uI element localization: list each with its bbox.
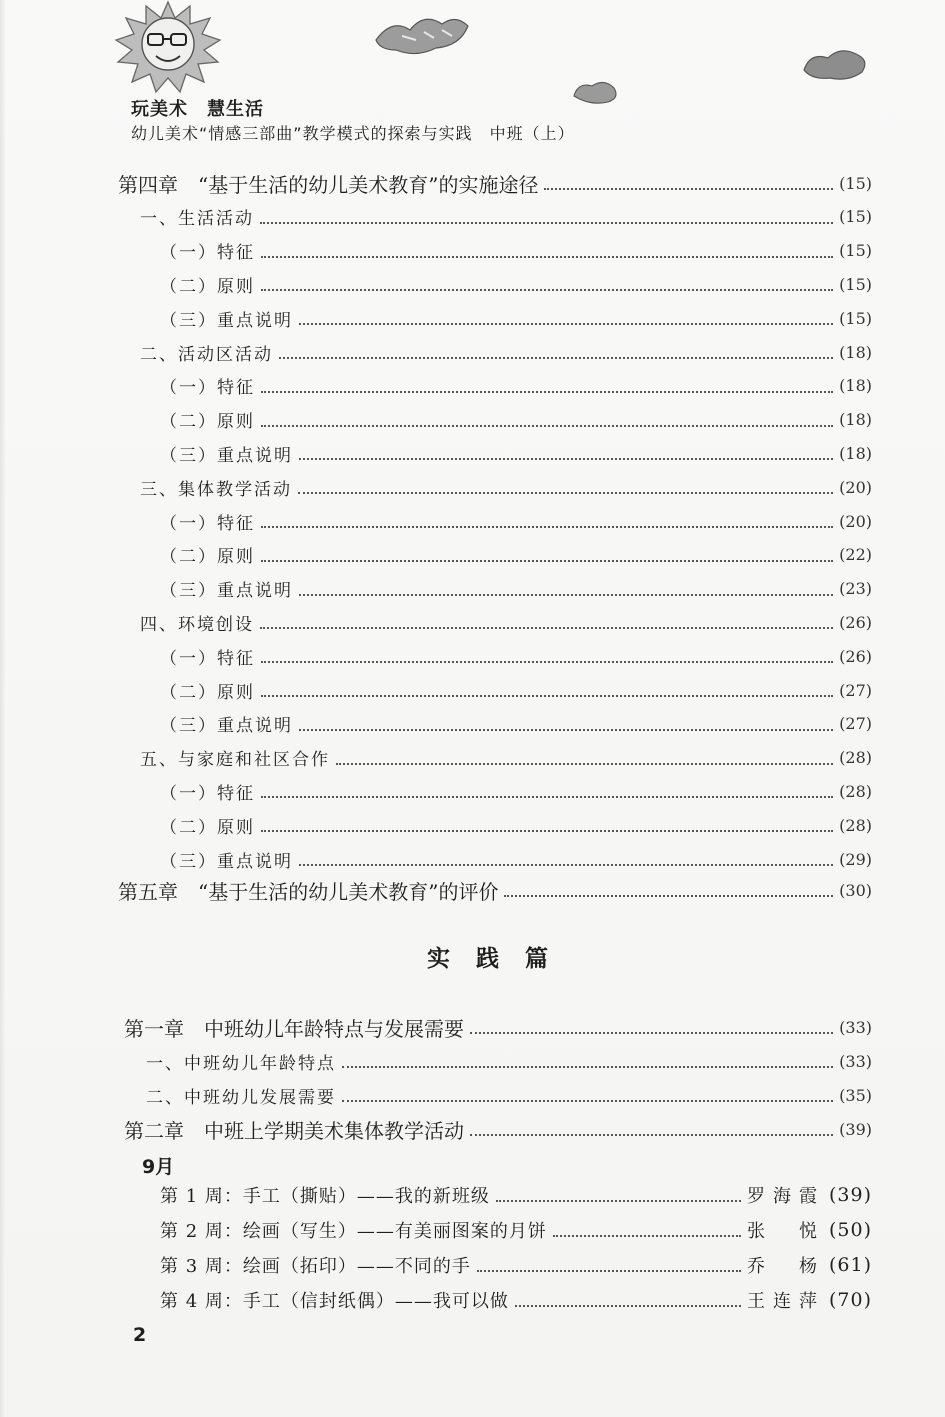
toc-entry-page: (20): [839, 511, 872, 531]
toc-entry-sub: [160, 641, 872, 671]
dot-leader: [342, 1048, 833, 1068]
dot-leader: [299, 576, 833, 596]
page-number: 2: [133, 1324, 147, 1346]
toc-entry-week: [160, 1215, 872, 1245]
toc-entry-chapter: [118, 168, 872, 198]
toc-entry-title: 二、中班幼儿发展需要: [146, 1087, 336, 1108]
dot-leader: [544, 170, 833, 190]
toc-entry-page: (70): [828, 1289, 872, 1311]
toc-entry-page: (30): [839, 880, 872, 900]
toc-entry-page: (15): [839, 274, 872, 294]
dot-leader: [261, 238, 833, 258]
dot-leader: [261, 407, 833, 427]
toc-entry-title: 第 4 周：手工（信封纸偶）——我可以做: [160, 1291, 509, 1312]
toc-entry-sub: [160, 506, 872, 536]
toc-entry-page: (18): [839, 342, 872, 362]
toc-entry-page: (15): [839, 173, 872, 193]
dot-leader: [470, 1014, 833, 1034]
toc-entry-page: (50): [828, 1219, 872, 1241]
toc-entry-page: (28): [839, 748, 872, 768]
dot-leader: [477, 1252, 741, 1272]
toc-entry-section: [140, 607, 872, 637]
dot-leader: [515, 1287, 741, 1307]
dot-leader: [279, 339, 833, 359]
toc-entry-title: （三）重点说明: [160, 581, 293, 602]
toc-entry-author: 乔 杨: [746, 1256, 825, 1277]
toc-entry-sub: [160, 675, 872, 705]
toc-entry-title: 第 1 周：手工（撕贴）——我的新班级: [160, 1186, 490, 1207]
toc-entry-sub: [160, 776, 872, 806]
dot-leader: [261, 542, 833, 562]
small-cloud-doodle-icon: [570, 78, 620, 106]
toc-entry-chapter: [124, 1012, 872, 1042]
toc-entry-section: [146, 1080, 872, 1110]
dot-leader: [299, 440, 833, 460]
toc-entry-chapter: [124, 1114, 872, 1144]
toc-entry-week: [160, 1250, 872, 1280]
toc-entry-page: (28): [839, 815, 872, 835]
toc-entry-title: 二、活动区活动: [140, 344, 273, 365]
toc-entry-title: 五、与家庭和社区合作: [140, 750, 330, 771]
toc-entry-title: （一）特征: [160, 783, 255, 804]
month-heading: 9月: [142, 1156, 175, 1178]
toc-entry-sub: [160, 371, 872, 401]
part-heading: 实践篇: [427, 946, 574, 972]
bird-doodle-icon: [372, 10, 472, 60]
toc-entry-title: 第一章 中班幼儿年龄特点与发展需要: [124, 1016, 464, 1041]
dot-leader: [261, 812, 833, 832]
toc-entry-page: (28): [839, 781, 872, 801]
toc-entry-author: 罗海霞: [746, 1186, 825, 1207]
toc-entry-title: （一）特征: [160, 648, 255, 669]
toc-entry-sub: [160, 709, 872, 739]
toc-entry-title: （二）原则: [160, 276, 255, 297]
toc-entry-page: (39): [839, 1119, 872, 1139]
toc-entry-page: (15): [839, 241, 872, 261]
toc-entry-sub: [160, 574, 872, 604]
dot-leader: [553, 1217, 741, 1237]
toc-entry-page: (29): [839, 849, 872, 869]
toc-entry-title: （一）特征: [160, 378, 255, 399]
toc-entry-page: (22): [839, 545, 872, 565]
toc-entry-page: (23): [839, 579, 872, 599]
toc-entry-title: （三）重点说明: [160, 445, 293, 466]
toc-entry-sub: [160, 844, 872, 874]
toc-entry-page: (27): [839, 680, 872, 700]
dot-leader: [336, 745, 833, 765]
toc-entry-title: 第 3 周：绘画（拓印）——不同的手: [160, 1256, 471, 1277]
toc-entry-title: （二）原则: [160, 817, 255, 838]
toc-entry-page: (18): [839, 443, 872, 463]
toc-entry-title: 第二章 中班上学期美术集体教学活动: [124, 1118, 464, 1143]
toc-entry-sub: [160, 236, 872, 266]
toc-entry-page: (18): [839, 376, 872, 396]
dot-leader: [504, 877, 833, 897]
toc-entry-chapter: [118, 875, 872, 905]
dot-leader: [261, 373, 833, 393]
dot-leader: [260, 609, 833, 629]
toc-entry-week: [160, 1285, 872, 1315]
toc-entry-week: [160, 1180, 872, 1210]
toc-entry-title: 四、环境创设: [140, 614, 254, 635]
dot-leader: [261, 643, 833, 663]
toc-entry-title: （二）原则: [160, 682, 255, 703]
dot-leader: [299, 305, 833, 325]
dot-leader: [261, 778, 833, 798]
toc-entry-page: (33): [839, 1051, 872, 1071]
toc-entry-title: （二）原则: [160, 412, 255, 433]
toc-entry-title: （一）特征: [160, 513, 255, 534]
dot-leader: [261, 271, 833, 291]
toc-entry-page: (35): [839, 1085, 872, 1105]
toc-entry-title: （三）重点说明: [160, 310, 293, 331]
book-subtitle: 幼儿美术“情感三部曲”教学模式的探索与实践 中班（上）: [131, 124, 575, 143]
toc-entry-page: (27): [839, 714, 872, 734]
dot-leader: [299, 846, 833, 866]
dot-leader: [342, 1082, 833, 1102]
toc-entry-title: 第 2 周：绘画（写生）——有美丽图案的月饼: [160, 1221, 547, 1242]
toc-entry-page: (15): [839, 308, 872, 328]
dot-leader: [299, 711, 833, 731]
toc-entry-title: 三、集体教学活动: [140, 479, 292, 500]
toc-entry-section: [140, 743, 872, 773]
toc-entry-title: 一、中班幼儿年龄特点: [146, 1053, 336, 1074]
toc-entry-author: 王连萍: [746, 1291, 825, 1312]
toc-entry-page: (26): [839, 646, 872, 666]
toc-entry-section: [140, 337, 872, 367]
cloud-doodle-icon: [800, 44, 870, 84]
dot-leader: [260, 204, 833, 224]
dot-leader: [470, 1116, 833, 1136]
toc-entry-page: (33): [839, 1017, 872, 1037]
toc-entry-sub: [160, 303, 872, 333]
dot-leader: [261, 508, 833, 528]
toc-entry-title: 第五章 “基于生活的幼儿美术教育”的评价: [118, 879, 499, 904]
toc-entry-author: 张 悦: [746, 1221, 825, 1242]
toc-entry-sub: [160, 540, 872, 570]
toc-entry-sub: [160, 269, 872, 299]
toc-entry-title: （二）原则: [160, 547, 255, 568]
toc-entry-page: (39): [828, 1184, 872, 1206]
series-title: 玩美术 慧生活: [131, 99, 264, 120]
toc-entry-sub: [160, 438, 872, 468]
toc-entry-sub: [160, 810, 872, 840]
toc-entry-title: 第四章 “基于生活的幼儿美术教育”的实施途径: [118, 172, 539, 197]
toc-entry-sub: [160, 405, 872, 435]
sun-doodle-icon: [112, 0, 224, 95]
toc-entry-title: （一）特征: [160, 243, 255, 264]
toc-entry-page: (18): [839, 410, 872, 430]
dot-leader: [496, 1182, 741, 1202]
toc-entry-section: [140, 472, 872, 502]
toc-entry-section: [146, 1046, 872, 1076]
page-spine-shadow: [0, 0, 6, 1417]
dot-leader: [261, 677, 833, 697]
toc-entry-title: （三）重点说明: [160, 716, 293, 737]
toc-entry-section: [140, 202, 872, 232]
toc-entry-title: （三）重点说明: [160, 851, 293, 872]
dot-leader: [298, 474, 833, 494]
toc-entry-page: (26): [839, 612, 872, 632]
toc-entry-page: (61): [828, 1254, 872, 1276]
toc-entry-page: (20): [839, 477, 872, 497]
toc-entry-title: 一、生活活动: [140, 209, 254, 230]
toc-entry-page: (15): [839, 207, 872, 227]
